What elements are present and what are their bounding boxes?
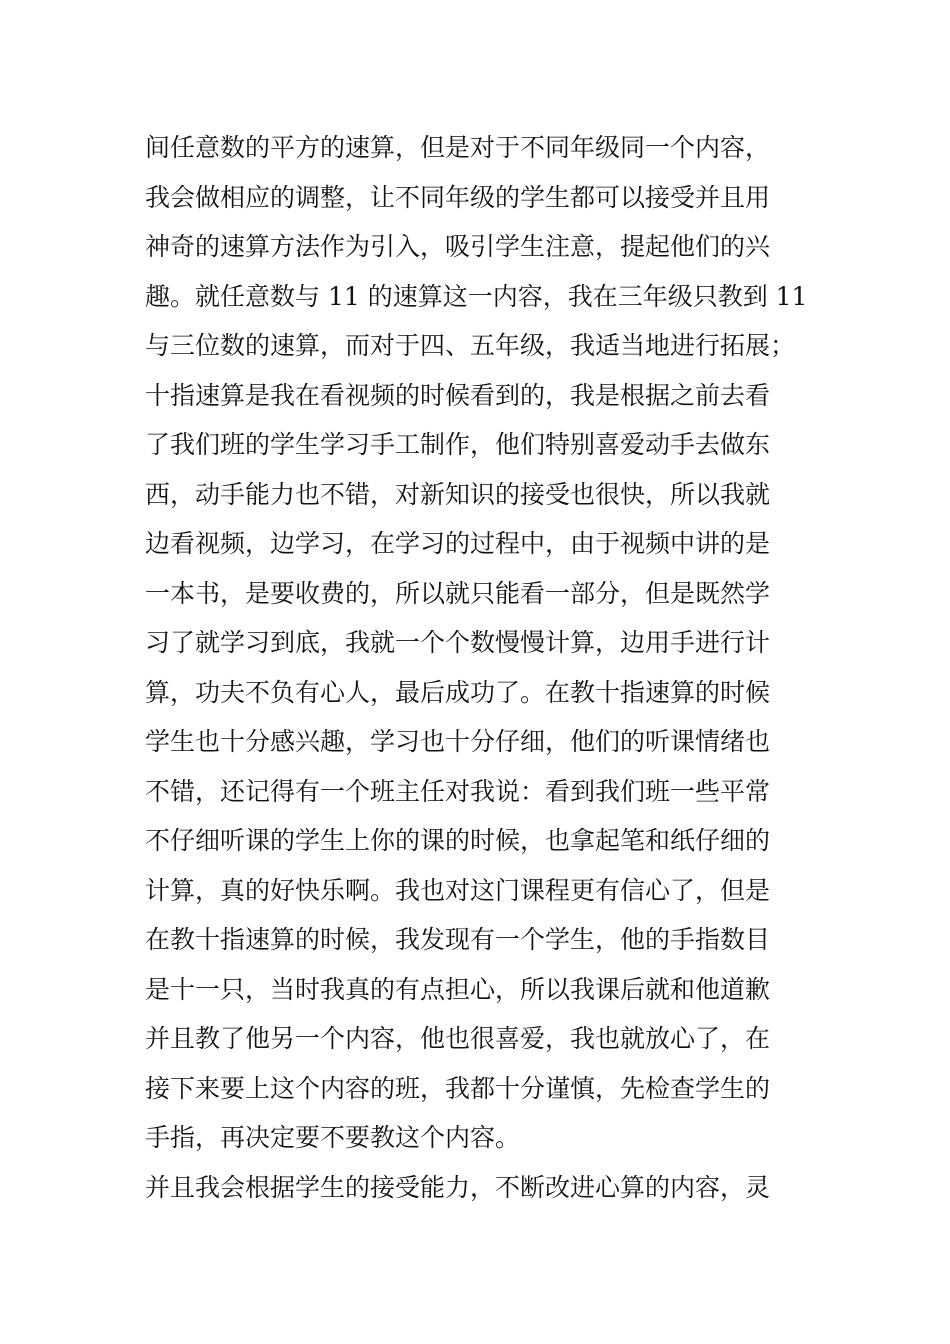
text-line: 趣。就任意数与 11 的速算这一内容，我在三年级只教到 11 <box>145 281 808 311</box>
text-line: 间任意数的平方的速算，但是对于不同年级同一个内容， <box>145 133 771 162</box>
text-line: 算，功夫不负有心人，最后成功了。在教十指速算的时候 <box>145 677 771 707</box>
text-line: 不错，还记得有一个班主任对我说：看到我们班一些平常 <box>145 776 771 806</box>
text-line: 计算，真的好快乐啊。我也对这门课程更有信心了，但是 <box>145 875 771 905</box>
text-line: 学生也十分感兴趣，学习也十分仔细，他们的听课情绪也 <box>145 727 771 756</box>
text-line: 习了就学习到底，我就一个个数慢慢计算，边用手进行计 <box>145 628 771 657</box>
body-text <box>145 123 809 1212</box>
text-line: 是十一只，当时我真的有点担心，所以我课后就和他道歉 <box>145 974 771 1004</box>
text-line: 接下来要上这个内容的班，我都十分谨慎，先检查学生的 <box>145 1073 771 1103</box>
text-line: 与三位数的速算，而对于四、五年级，我适当地进行拓展； <box>145 331 796 360</box>
text-line: 西，动手能力也不错，对新知识的接受也很快，所以我就 <box>145 479 771 509</box>
text-line: 神奇的速算方法作为引入，吸引学生注意，提起他们的兴 <box>145 232 771 261</box>
text-line: 我会做相应的调整，让不同年级的学生都可以接受并且用 <box>145 182 771 212</box>
text-line: 一本书，是要收费的，所以就只能看一部分，但是既然学 <box>145 578 771 608</box>
text-line: 在教十指速算的时候，我发现有一个学生，他的手指数目 <box>145 925 771 954</box>
text-line: 并且我会根据学生的接受能力，不断改进心算的内容，灵 <box>145 1172 771 1202</box>
text-line: 不仔细听课的学生上你的课的时候，也拿起笔和纸仔细的 <box>145 826 771 855</box>
text-line: 边看视频，边学习，在学习的过程中，由于视频中讲的是 <box>145 529 771 558</box>
text-line: 十指速算是我在看视频的时候看到的，我是根据之前去看 <box>145 380 771 410</box>
text-line: 了我们班的学生学习手工制作，他们特别喜爱动手去做东 <box>145 430 771 459</box>
text-line: 手指，再决定要不要教这个内容。 <box>145 1123 521 1152</box>
text-line: 并且教了他另一个内容，他也很喜爱，我也就放心了，在 <box>145 1024 771 1053</box>
